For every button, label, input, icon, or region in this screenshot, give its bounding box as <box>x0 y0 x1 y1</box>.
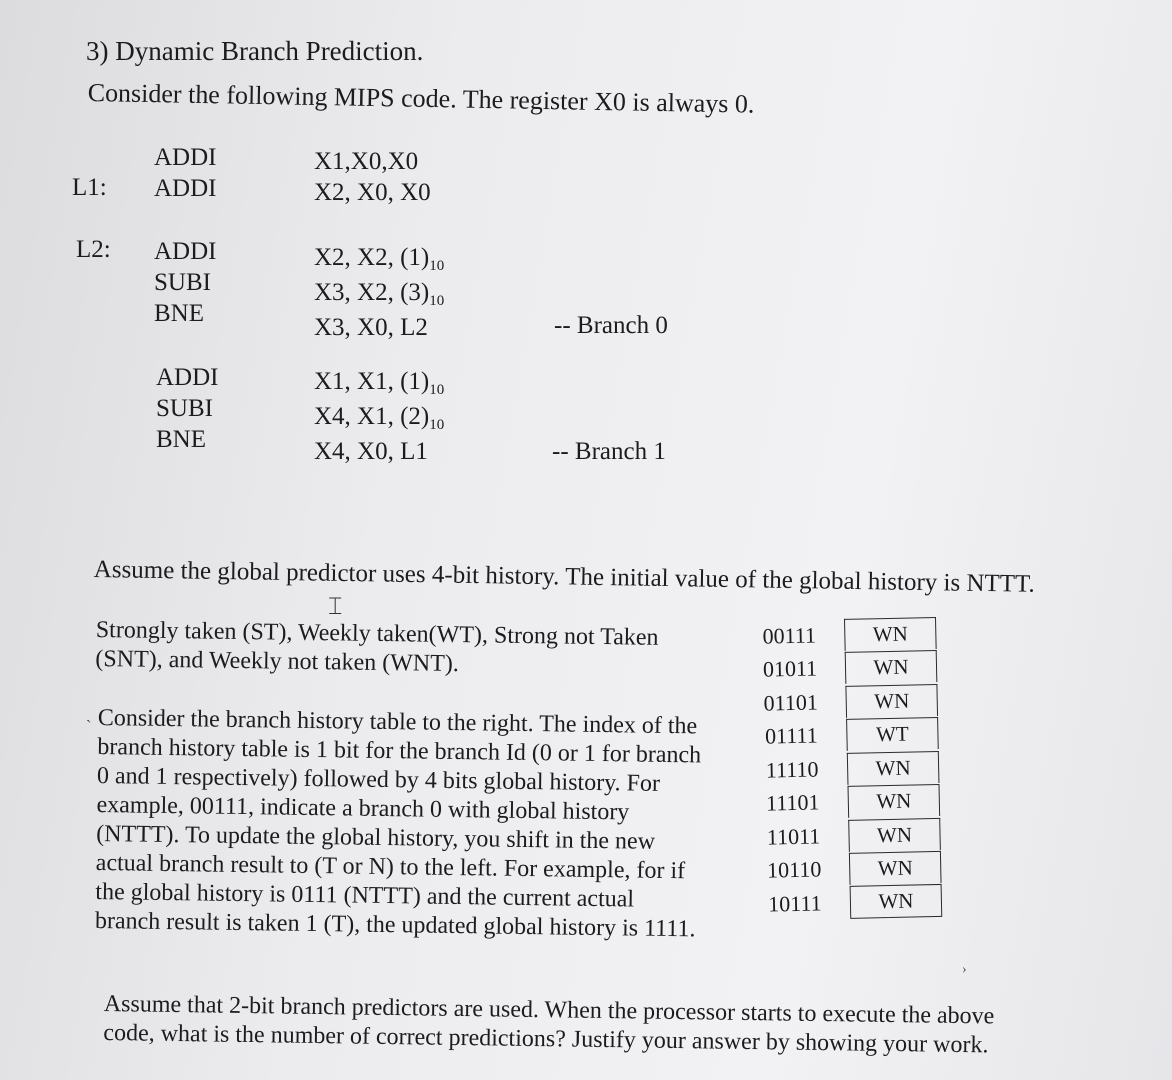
table-row <box>746 716 953 754</box>
code-args: X3, X0, L2 <box>314 314 428 341</box>
code-args: X1, X1, (1) <box>314 368 430 395</box>
bht-index: 11110 <box>765 756 819 783</box>
table-row <box>745 683 952 721</box>
code-subscript: 10 <box>429 293 445 309</box>
predictor-states-text: Strongly taken (ST), Weekly taken(WT), Strong not Taken (SNT), and Weekly not taken (WNT). <box>95 616 659 678</box>
bht-state: WN <box>847 751 940 785</box>
problem-title: 3) Dynamic Branch Prediction. <box>86 36 424 66</box>
bht-index: 10110 <box>766 856 822 883</box>
bht-index: 01101 <box>763 689 819 716</box>
code-args: X2, X2, (1) <box>314 244 430 271</box>
code-args-line <box>314 366 444 401</box>
question-text: Assume that 2-bit branch predictors are used. When the processor starts to execute the above code, what is the number of correct predictions? Justify your answer by showing your work. <box>103 990 995 1059</box>
code-args: X4, X1, (2) <box>314 403 430 430</box>
history-assumption: Assume the global predictor uses 4-bit history. The initial value of the global history is NTTT. <box>93 556 1035 598</box>
bht-state: WN <box>848 784 941 818</box>
bht-index: 10111 <box>767 890 822 917</box>
code-block-2-ops <box>154 236 217 329</box>
code-args: X4, X0, L1 <box>314 438 428 465</box>
code-subscript: 10 <box>429 417 445 433</box>
branch-history-table <box>744 616 956 922</box>
bht-state: WN <box>844 617 937 651</box>
code-args: X1,X0,X0 <box>314 148 419 175</box>
bht-state: WN <box>849 851 942 885</box>
bht-index: 01011 <box>762 655 818 682</box>
code-op: ADDI <box>154 175 217 202</box>
table-row <box>748 783 955 821</box>
code-block-1-ops <box>154 142 217 204</box>
code-block-3-args <box>314 366 444 467</box>
code-block-2-args <box>314 242 444 343</box>
bht-state: WT <box>846 717 939 751</box>
code-block-3-ops <box>156 362 219 455</box>
table-row <box>745 649 952 687</box>
code-op: ADDI <box>154 238 217 265</box>
bht-index: 11011 <box>766 823 821 850</box>
problem-intro: Consider the following MIPS code. The register X0 is always 0. <box>87 78 755 119</box>
bht-index: 01111 <box>764 722 818 749</box>
code-op: BNE <box>154 300 204 327</box>
bht-state: WN <box>848 818 941 852</box>
bht-index: 11101 <box>765 789 820 816</box>
table-row <box>749 850 956 888</box>
code-op: SUBI <box>154 269 211 296</box>
stray-mark: › <box>962 962 967 977</box>
bht-index: 00111 <box>762 622 817 649</box>
branch-0-comment: -- Branch 0 <box>554 312 668 339</box>
table-row <box>747 750 954 788</box>
code-args: X2, X0, X0 <box>314 179 431 206</box>
code-args-line <box>314 401 444 436</box>
code-subscript: 10 <box>429 258 445 274</box>
label-l2: L2: <box>76 236 111 263</box>
table-row <box>750 884 957 922</box>
text-cursor-icon: ⌶ <box>328 594 343 620</box>
code-args: X3, X2, (3) <box>314 279 430 306</box>
code-op: ADDI <box>154 144 217 171</box>
branch-1-comment: -- Branch 1 <box>552 438 666 465</box>
bullet-mark: ˏ <box>86 706 92 723</box>
code-args-line <box>314 242 444 277</box>
code-args-line <box>314 277 444 312</box>
label-l1: L1: <box>72 174 107 201</box>
bht-explanation: Consider the branch history table to the right. The index of the branch history table is 1 bit for the branch Id (0 or 1 for branch 0 and 1 respectively) followed by 4 bits global history. For example, 00111, indicate a branch 0 with global history (NTTT). To update the global history, you shift in the new actual branch result to (T or N) to the left. For example, for if the global history is 0111 (NTTT) and the current actual branch result is taken 1 (T), the updated global history is 1111. <box>94 704 702 943</box>
bht-state: WN <box>845 684 938 718</box>
table-row <box>744 616 951 654</box>
code-subscript: 10 <box>429 382 445 398</box>
bht-state: WN <box>850 884 943 919</box>
code-op: ADDI <box>156 364 219 391</box>
code-block-1-args <box>314 146 431 208</box>
bht-state: WN <box>845 650 938 684</box>
table-row <box>748 817 955 855</box>
code-op: SUBI <box>156 395 213 422</box>
code-op: BNE <box>156 426 206 453</box>
